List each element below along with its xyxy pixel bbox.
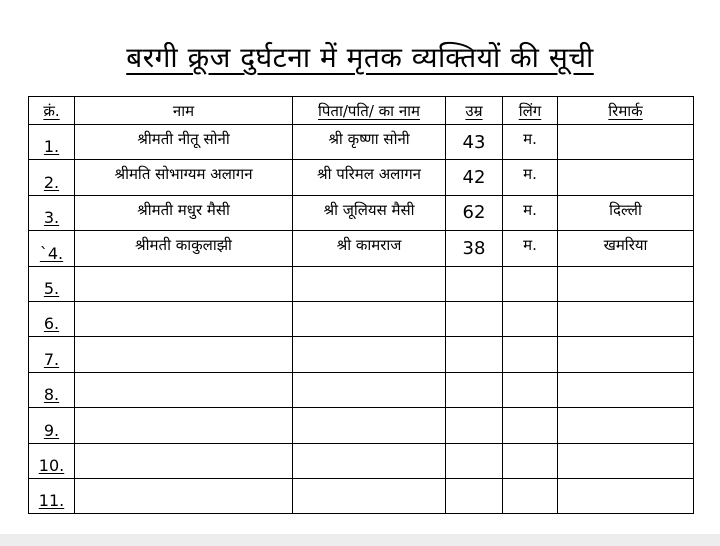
father-name-cell bbox=[293, 372, 446, 407]
serial-number-cell: 9. bbox=[29, 408, 75, 443]
gender-cell bbox=[503, 266, 558, 301]
header-father-husband-name: पिता/पति/ का नाम bbox=[293, 97, 446, 125]
table-row bbox=[29, 478, 694, 513]
age-cell: 42 bbox=[446, 160, 503, 195]
remark-cell: खमरिया bbox=[558, 231, 694, 266]
gender-cell bbox=[503, 337, 558, 372]
remark-cell bbox=[558, 478, 694, 513]
remark-cell bbox=[558, 408, 694, 443]
table-row bbox=[29, 443, 694, 478]
victims-table bbox=[28, 96, 694, 514]
gender-cell bbox=[503, 301, 558, 336]
serial-number-cell: 10. bbox=[29, 443, 75, 478]
table-row bbox=[29, 408, 694, 443]
gender-cell bbox=[503, 408, 558, 443]
gender-cell: म. bbox=[503, 195, 558, 230]
gender-cell: म. bbox=[503, 231, 558, 266]
father-name-cell bbox=[293, 478, 446, 513]
serial-number-cell: 5. bbox=[29, 266, 75, 301]
age-cell bbox=[446, 443, 503, 478]
table-row bbox=[29, 125, 694, 160]
serial-number-cell: 7. bbox=[29, 337, 75, 372]
age-cell bbox=[446, 337, 503, 372]
header-gender: लिंग bbox=[503, 97, 558, 125]
name-cell bbox=[75, 337, 293, 372]
gender-cell bbox=[503, 372, 558, 407]
age-cell bbox=[446, 301, 503, 336]
table-row bbox=[29, 266, 694, 301]
table-row bbox=[29, 337, 694, 372]
age-cell bbox=[446, 266, 503, 301]
table-row bbox=[29, 195, 694, 230]
serial-number-cell: 2. bbox=[29, 160, 75, 195]
serial-number-cell: `4. bbox=[29, 231, 75, 266]
header-serial-number: क्रं. bbox=[29, 97, 75, 125]
father-name-cell: श्री कामराज bbox=[293, 231, 446, 266]
remark-cell bbox=[558, 266, 694, 301]
father-name-cell: श्री जूलियस मैसी bbox=[293, 195, 446, 230]
table-row bbox=[29, 372, 694, 407]
bottom-strip bbox=[0, 534, 720, 546]
father-name-cell bbox=[293, 337, 446, 372]
remark-cell bbox=[558, 160, 694, 195]
name-cell: श्रीमति सोभाग्यम अलागन bbox=[75, 160, 293, 195]
age-cell: 43 bbox=[446, 125, 503, 160]
name-cell: श्रीमती मधुर मैसी bbox=[75, 195, 293, 230]
remark-cell bbox=[558, 125, 694, 160]
gender-cell bbox=[503, 443, 558, 478]
name-cell bbox=[75, 301, 293, 336]
serial-number-cell: 1. bbox=[29, 125, 75, 160]
age-cell: 62 bbox=[446, 195, 503, 230]
table-header-row bbox=[29, 97, 694, 125]
father-name-cell: श्री परिमल अलागन bbox=[293, 160, 446, 195]
table-row bbox=[29, 160, 694, 195]
header-age: उम्र bbox=[446, 97, 503, 125]
father-name-cell bbox=[293, 408, 446, 443]
gender-cell: म. bbox=[503, 160, 558, 195]
name-cell bbox=[75, 443, 293, 478]
table-row bbox=[29, 231, 694, 266]
header-name: नाम bbox=[75, 97, 293, 125]
page-title-text: बरगी क्रूज दुर्घटना में मृतक व्यक्तियों की सूची bbox=[126, 41, 594, 74]
page-title bbox=[0, 38, 720, 76]
serial-number-cell: 6. bbox=[29, 301, 75, 336]
name-cell: श्रीमती काकुलाझी bbox=[75, 231, 293, 266]
gender-cell: म. bbox=[503, 125, 558, 160]
table-row bbox=[29, 301, 694, 336]
age-cell bbox=[446, 478, 503, 513]
father-name-cell bbox=[293, 301, 446, 336]
name-cell bbox=[75, 266, 293, 301]
remark-cell bbox=[558, 372, 694, 407]
age-cell bbox=[446, 408, 503, 443]
remark-cell bbox=[558, 337, 694, 372]
age-cell: 38 bbox=[446, 231, 503, 266]
table-body bbox=[29, 125, 694, 514]
serial-number-cell: 8. bbox=[29, 372, 75, 407]
remark-cell bbox=[558, 301, 694, 336]
remark-cell: दिल्ली bbox=[558, 195, 694, 230]
serial-number-cell: 11. bbox=[29, 478, 75, 513]
father-name-cell: श्री कृष्णा सोनी bbox=[293, 125, 446, 160]
father-name-cell bbox=[293, 266, 446, 301]
serial-number-cell: 3. bbox=[29, 195, 75, 230]
name-cell bbox=[75, 478, 293, 513]
name-cell bbox=[75, 372, 293, 407]
father-name-cell bbox=[293, 443, 446, 478]
age-cell bbox=[446, 372, 503, 407]
remark-cell bbox=[558, 443, 694, 478]
header-remark: रिमार्क bbox=[558, 97, 694, 125]
name-cell: श्रीमती नीतू सोनी bbox=[75, 125, 293, 160]
name-cell bbox=[75, 408, 293, 443]
gender-cell bbox=[503, 478, 558, 513]
